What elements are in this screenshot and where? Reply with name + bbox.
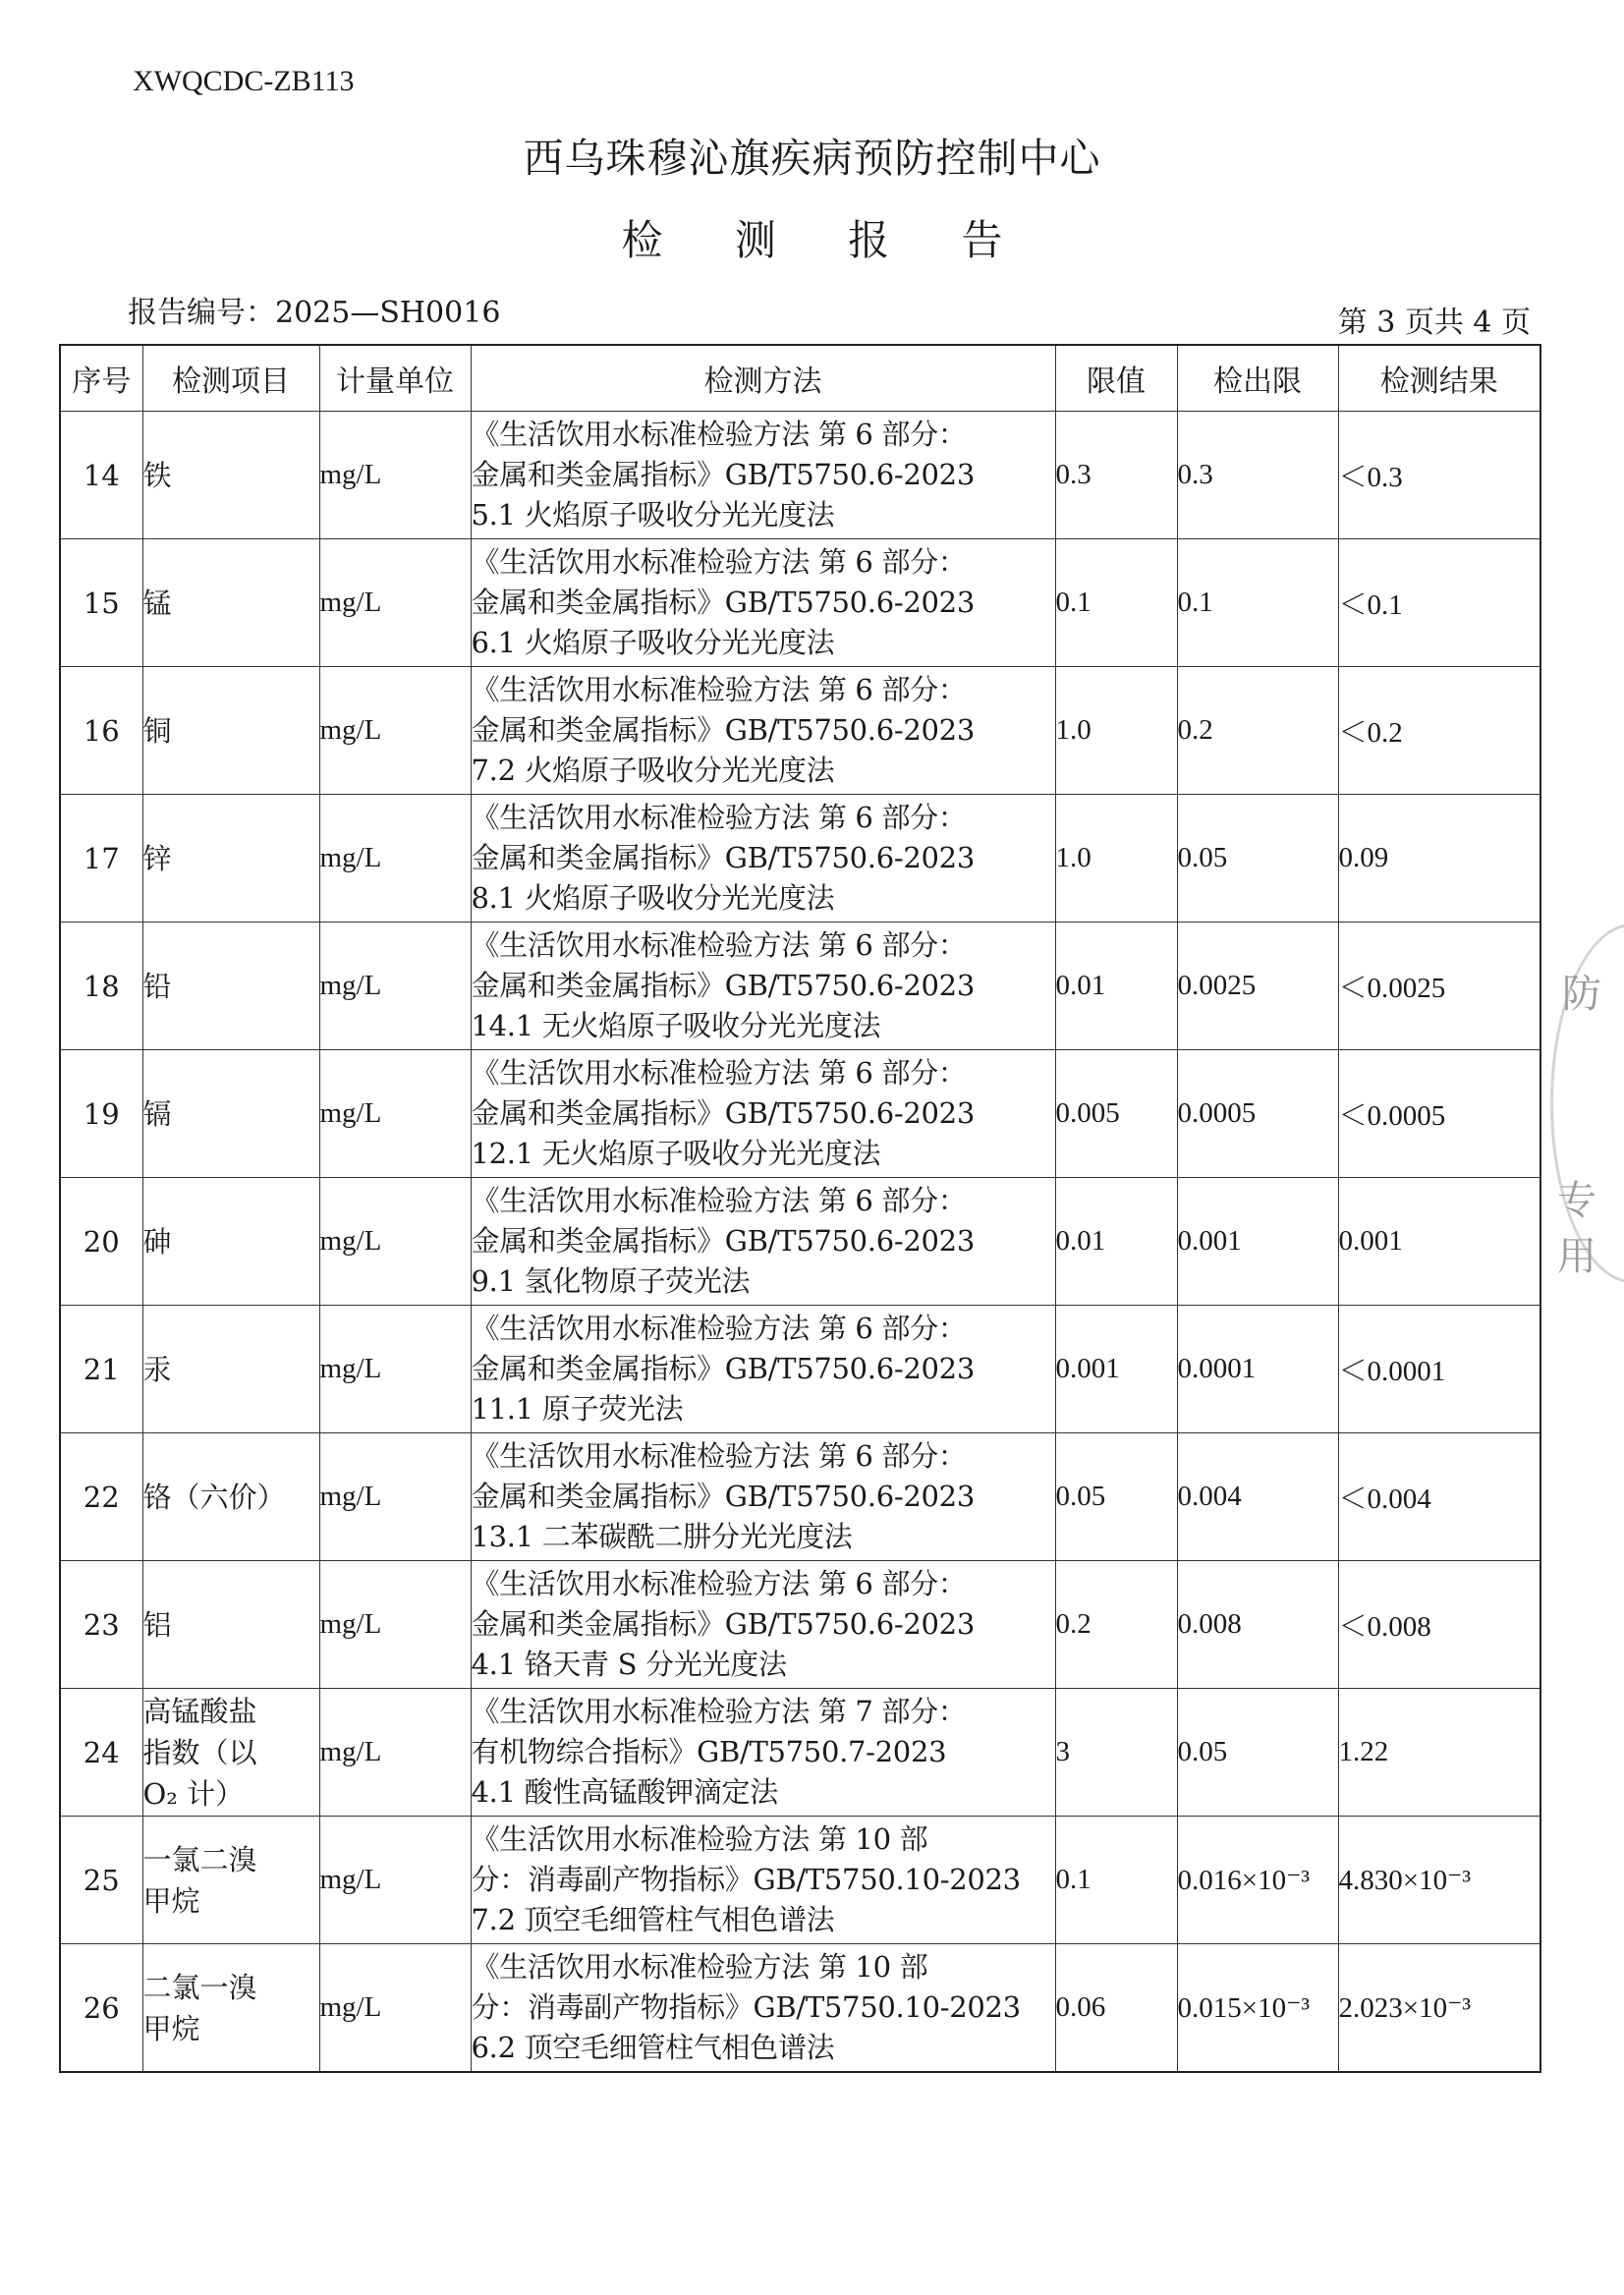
test-method <box>471 1433 1055 1561</box>
test-item-line: 汞 <box>142 1352 172 1386</box>
test-method-line: 《生活饮用水标准检验方法 第 6 部分： <box>471 545 967 579</box>
test-item <box>142 1178 319 1306</box>
test-method-line: 《生活饮用水标准检验方法 第 6 部分： <box>471 1056 967 1090</box>
test-item <box>142 667 319 795</box>
test-method-line: 《生活饮用水标准检验方法 第 6 部分： <box>471 1184 967 1217</box>
unit: mg/L <box>319 1306 471 1433</box>
limit-value: 0.3 <box>1055 412 1177 539</box>
test-method-line: 有机物综合指标》GB/T5750.7-2023 <box>471 1735 947 1768</box>
limit-value: 0.2 <box>1055 1561 1177 1689</box>
test-item-line: 铝 <box>142 1607 172 1642</box>
column-header: 序号 <box>60 345 142 412</box>
test-item-line: 铁 <box>142 458 172 492</box>
row-number: 23 <box>60 1561 142 1689</box>
test-result: ＜0.0001 <box>1338 1306 1540 1433</box>
test-item-line: 高锰酸盐 <box>142 1694 257 1728</box>
test-item-line: 二氯一溴 <box>142 1970 257 2004</box>
test-method <box>471 1050 1055 1178</box>
test-method-line: 13.1 二苯碳酰二肼分光光度法 <box>471 1520 853 1553</box>
row-number: 26 <box>60 1944 142 2073</box>
test-method-line: 金属和类金属指标》GB/T5750.6-2023 <box>471 586 975 619</box>
table-row <box>60 539 1540 667</box>
unit: mg/L <box>319 1050 471 1178</box>
detection-limit: 0.05 <box>1177 795 1338 923</box>
unit: mg/L <box>319 412 471 539</box>
results-table <box>59 344 1541 2073</box>
limit-value: 0.1 <box>1055 1817 1177 1944</box>
row-number: 19 <box>60 1050 142 1178</box>
table-row <box>60 1944 1540 2073</box>
column-header: 限值 <box>1055 345 1177 412</box>
test-method-line: 金属和类金属指标》GB/T5750.6-2023 <box>471 1224 975 1258</box>
test-method <box>471 1817 1055 1944</box>
row-number: 22 <box>60 1433 142 1561</box>
test-method-line: 7.2 火焰原子吸收分光光度法 <box>471 754 835 787</box>
table-header-row <box>60 345 1540 412</box>
unit: mg/L <box>319 539 471 667</box>
row-number: 24 <box>60 1689 142 1817</box>
page-indicator: 第 3 页共 4 页 <box>1337 306 1531 340</box>
test-method-line: 《生活饮用水标准检验方法 第 6 部分： <box>471 1439 967 1473</box>
column-header: 检测方法 <box>471 345 1055 412</box>
seal-text-fragment: 专用 <box>1557 1178 1596 1279</box>
test-result: 1.22 <box>1338 1689 1540 1817</box>
test-item-line: 铜 <box>142 713 172 748</box>
test-method <box>471 1944 1055 2073</box>
limit-value: 0.01 <box>1055 923 1177 1050</box>
column-header: 计量单位 <box>319 345 471 412</box>
test-method <box>471 412 1055 539</box>
detection-limit: 0.0001 <box>1177 1306 1338 1433</box>
test-item-line: 锰 <box>142 586 172 620</box>
unit: mg/L <box>319 1944 471 2073</box>
test-method-line: 分：消毒副产物指标》GB/T5750.10-2023 <box>471 1990 1021 2024</box>
test-item <box>142 795 319 923</box>
detection-limit: 0.016×10⁻³ <box>1177 1817 1338 1944</box>
test-item-line: 指数（以 <box>142 1735 257 1769</box>
test-item-line: O₂ 计） <box>142 1776 245 1811</box>
row-number: 20 <box>60 1178 142 1306</box>
test-method <box>471 923 1055 1050</box>
test-method-line: 金属和类金属指标》GB/T5750.6-2023 <box>471 841 975 874</box>
detection-limit: 0.015×10⁻³ <box>1177 1944 1338 2073</box>
test-method-line: 《生活饮用水标准检验方法 第 6 部分： <box>471 801 967 834</box>
test-method-line: 12.1 无火焰原子吸收分光光度法 <box>471 1137 881 1170</box>
report-title: 检 测 报 告 <box>621 216 1033 264</box>
test-result: ＜0.0005 <box>1338 1050 1540 1178</box>
test-method-line: 4.1 铬天青 S 分光光度法 <box>471 1648 787 1681</box>
test-result: ＜0.3 <box>1338 412 1540 539</box>
test-method-line: 9.1 氢化物原子荧光法 <box>471 1264 751 1298</box>
row-number: 14 <box>60 412 142 539</box>
table-row <box>60 1817 1540 1944</box>
detection-limit: 0.0025 <box>1177 923 1338 1050</box>
test-method-line: 金属和类金属指标》GB/T5750.6-2023 <box>471 1352 975 1385</box>
test-method-line: 《生活饮用水标准检验方法 第 6 部分： <box>471 928 967 962</box>
test-result: ＜0.008 <box>1338 1561 1540 1689</box>
test-item-line: 甲烷 <box>142 1883 200 1918</box>
unit: mg/L <box>319 1689 471 1817</box>
test-method-line: 分：消毒副产物指标》GB/T5750.10-2023 <box>471 1863 1021 1896</box>
test-method-line: 5.1 火焰原子吸收分光光度法 <box>471 498 835 532</box>
table-row <box>60 1306 1540 1433</box>
detection-limit: 0.2 <box>1177 667 1338 795</box>
test-method-line: 金属和类金属指标》GB/T5750.6-2023 <box>471 1096 975 1130</box>
test-item <box>142 1561 319 1689</box>
unit: mg/L <box>319 1561 471 1689</box>
detection-limit: 0.05 <box>1177 1689 1338 1817</box>
test-method-line: 11.1 原子荧光法 <box>471 1392 684 1426</box>
table-row <box>60 1561 1540 1689</box>
seal-text-fragment: 防 <box>1562 972 1601 1017</box>
row-number: 21 <box>60 1306 142 1433</box>
row-number: 15 <box>60 539 142 667</box>
test-item-line: 砷 <box>142 1224 172 1259</box>
test-method-line: 4.1 酸性高锰酸钾滴定法 <box>471 1775 778 1809</box>
table-row <box>60 795 1540 923</box>
test-item <box>142 1817 319 1944</box>
test-method-line: 《生活饮用水标准检验方法 第 6 部分： <box>471 1567 967 1600</box>
test-method-line: 《生活饮用水标准检验方法 第 10 部 <box>471 1822 928 1856</box>
test-item <box>142 923 319 1050</box>
column-header: 检测结果 <box>1338 345 1540 412</box>
test-item <box>142 1689 319 1817</box>
table-row <box>60 923 1540 1050</box>
test-item-line: 甲烷 <box>142 2011 200 2045</box>
test-item <box>142 412 319 539</box>
unit: mg/L <box>319 667 471 795</box>
test-method-line: 金属和类金属指标》GB/T5750.6-2023 <box>471 1480 975 1513</box>
test-method-line: 金属和类金属指标》GB/T5750.6-2023 <box>471 458 975 491</box>
organization-name: 西乌珠穆沁旗疾病预防控制中心 <box>523 135 1101 182</box>
test-method-line: 《生活饮用水标准检验方法 第 6 部分： <box>471 418 967 451</box>
test-result: ＜0.004 <box>1338 1433 1540 1561</box>
test-item <box>142 1944 319 2073</box>
test-result: ＜0.0025 <box>1338 923 1540 1050</box>
detection-limit: 0.3 <box>1177 412 1338 539</box>
test-item-line: 铬（六价） <box>142 1480 286 1514</box>
unit: mg/L <box>319 1178 471 1306</box>
test-item-line: 锌 <box>142 841 172 875</box>
test-result: ＜0.1 <box>1338 539 1540 667</box>
report-number: 报告编号：2025—SH0016 <box>128 296 501 330</box>
column-header: 检测项目 <box>142 345 319 412</box>
test-result: 2.023×10⁻³ <box>1338 1944 1540 2073</box>
test-item-line: 一氯二溴 <box>142 1842 257 1876</box>
limit-value: 0.001 <box>1055 1306 1177 1433</box>
test-method <box>471 1561 1055 1689</box>
limit-value: 0.01 <box>1055 1178 1177 1306</box>
limit-value: 3 <box>1055 1689 1177 1817</box>
unit: mg/L <box>319 1433 471 1561</box>
table-row <box>60 412 1540 539</box>
test-method-line: 7.2 顶空毛细管柱气相色谱法 <box>471 1903 835 1936</box>
test-method <box>471 667 1055 795</box>
unit: mg/L <box>319 795 471 923</box>
test-result: ＜0.2 <box>1338 667 1540 795</box>
test-method-line: 《生活饮用水标准检验方法 第 10 部 <box>471 1950 928 1984</box>
test-method-line: 6.1 火焰原子吸收分光光度法 <box>471 626 835 659</box>
limit-value: 0.1 <box>1055 539 1177 667</box>
test-method <box>471 1178 1055 1306</box>
test-item <box>142 539 319 667</box>
detection-limit: 0.1 <box>1177 539 1338 667</box>
limit-value: 0.06 <box>1055 1944 1177 2073</box>
test-method-line: 14.1 无火焰原子吸收分光光度法 <box>471 1009 881 1042</box>
document-code: XWQCDC-ZB113 <box>133 65 355 97</box>
test-item-line: 铅 <box>142 969 172 1003</box>
detection-limit: 0.001 <box>1177 1178 1338 1306</box>
limit-value: 0.005 <box>1055 1050 1177 1178</box>
row-number: 17 <box>60 795 142 923</box>
table-row <box>60 667 1540 795</box>
test-method-line: 《生活饮用水标准检验方法 第 6 部分： <box>471 673 967 706</box>
row-number: 18 <box>60 923 142 1050</box>
test-result: 4.830×10⁻³ <box>1338 1817 1540 1944</box>
limit-value: 0.05 <box>1055 1433 1177 1561</box>
test-method-line: 6.2 顶空毛细管柱气相色谱法 <box>471 2031 835 2064</box>
row-number: 25 <box>60 1817 142 1944</box>
test-method <box>471 539 1055 667</box>
test-method <box>471 795 1055 923</box>
column-header: 检出限 <box>1177 345 1338 412</box>
unit: mg/L <box>319 1817 471 1944</box>
test-result: 0.09 <box>1338 795 1540 923</box>
test-item <box>142 1433 319 1561</box>
detection-limit: 0.008 <box>1177 1561 1338 1689</box>
test-method-line: 《生活饮用水标准检验方法 第 7 部分： <box>471 1695 967 1728</box>
test-method-line: 《生活饮用水标准检验方法 第 6 部分： <box>471 1312 967 1345</box>
test-method-line: 金属和类金属指标》GB/T5750.6-2023 <box>471 1607 975 1641</box>
test-method <box>471 1306 1055 1433</box>
test-item <box>142 1306 319 1433</box>
test-method-line: 金属和类金属指标》GB/T5750.6-2023 <box>471 969 975 1002</box>
row-number: 16 <box>60 667 142 795</box>
table-row <box>60 1689 1540 1817</box>
test-item-line: 镉 <box>142 1096 172 1131</box>
table-row <box>60 1178 1540 1306</box>
table-row <box>60 1050 1540 1178</box>
unit: mg/L <box>319 923 471 1050</box>
table-row <box>60 1433 1540 1561</box>
test-item <box>142 1050 319 1178</box>
test-method <box>471 1689 1055 1817</box>
detection-limit: 0.0005 <box>1177 1050 1338 1178</box>
test-result: 0.001 <box>1338 1178 1540 1306</box>
test-method-line: 金属和类金属指标》GB/T5750.6-2023 <box>471 713 975 747</box>
limit-value: 1.0 <box>1055 667 1177 795</box>
limit-value: 1.0 <box>1055 795 1177 923</box>
detection-limit: 0.004 <box>1177 1433 1338 1561</box>
test-method-line: 8.1 火焰原子吸收分光光度法 <box>471 881 835 915</box>
